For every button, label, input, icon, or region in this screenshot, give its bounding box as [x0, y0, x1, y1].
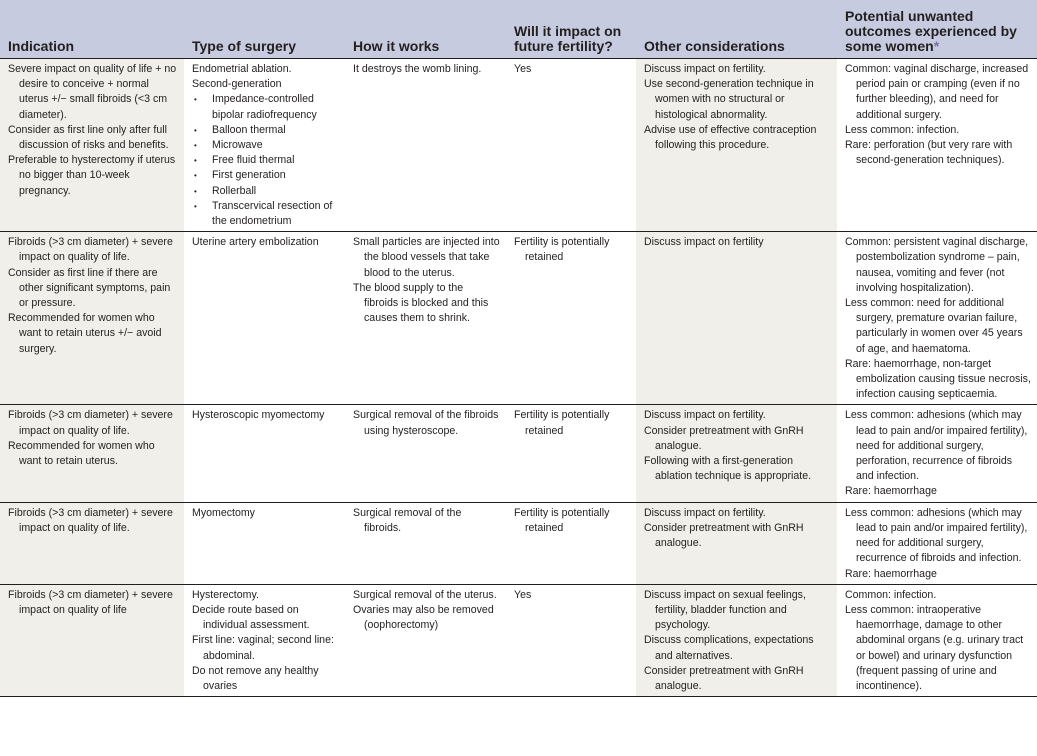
cell-paragraph: Discuss impact on sexual feelings, fertility, bladder function and psychology. [644, 588, 806, 632]
cell-paragraph: Fibroids (>3 cm diameter) + severe impact on quality of life. [8, 506, 173, 534]
indication-cell [0, 405, 184, 502]
table-row [0, 232, 1037, 405]
cell-paragraph: Fibroids (>3 cm diameter) + severe impact on quality of life [8, 588, 173, 616]
how-it-works-cell [345, 232, 506, 405]
list-item: • Microwave [192, 138, 339, 153]
surgery-type-cell [184, 405, 345, 502]
other-considerations-cell [636, 232, 837, 405]
cell-paragraph: Fibroids (>3 cm diameter) + severe impact on quality of life. [8, 236, 173, 264]
other-considerations-cell [636, 59, 837, 232]
footnote-marker: * [933, 38, 940, 54]
cell-paragraph: Severe impact on quality of life + no desire to conceive + normal uterus +/− small fibroids (<3 cm diameter). [8, 63, 177, 121]
cell-paragraph: Preferable to hysterectomy if uterus no bigger than 10-week pregnancy. [8, 154, 176, 197]
cell-paragraph: Rare: haemorrhage [845, 485, 937, 498]
cell-paragraph: Fertility is potentially retained [514, 236, 610, 264]
other-considerations-cell [636, 502, 837, 584]
cell-paragraph: Common: vaginal discharge, increased period pain or cramping (even if no further bleeding), and need for additional surgery. [845, 63, 1029, 121]
table-row [0, 405, 1037, 502]
indication-cell [0, 59, 184, 232]
cell-paragraph: Consider pretreatment with GnRH analogue. [644, 521, 804, 550]
list-item: • Balloon thermal [192, 123, 339, 138]
cell-paragraph: Less common: intraoperative haemorrhage, damage to other abdominal organs (e.g. urinary tract or bowel) and urinary dysfunction (frequent passing of urine and incontinence). [845, 603, 1024, 692]
header-fertility-impact: Will it impact on future fertility? [506, 0, 636, 59]
cell-paragraph: Rare: haemorrhage, non-target embolization causing tissue necrosis, infection causing septicaemia. [845, 357, 1031, 401]
surgery-type-cell [184, 584, 345, 696]
cell-paragraph: Rare: haemorrhage [845, 567, 937, 580]
table-row [0, 59, 1037, 232]
cell-paragraph: Consider as first line if there are other significant symptoms, pain or pressure. [8, 266, 171, 310]
cell-paragraph: Consider pretreatment with GnRH analogue. [644, 664, 804, 692]
cell-paragraph: Consider pretreatment with GnRH analogue. [644, 424, 804, 452]
fertility-cell [506, 502, 636, 584]
cell-paragraph: Less common: infection. [845, 123, 960, 136]
table-header [0, 0, 1037, 59]
cell-paragraph: Discuss impact on fertility. [644, 63, 766, 75]
header-row [0, 0, 1037, 59]
surgery-type-cell [184, 502, 345, 584]
cell-paragraph: Less common: adhesions (which may lead to pain and/or impaired fertility), need for additional surgery, perforation, recurrence of fibroids and infection. [845, 409, 1028, 483]
cell-paragraph: Decide route based on individual assessment. [192, 603, 310, 632]
unwanted-outcomes-cell [837, 59, 1037, 232]
cell-paragraph: Fertility is potentially retained [514, 506, 610, 534]
list-item: • Impedance-controlled bipolar radiofrequency [192, 92, 339, 122]
list-item: • Rollerball [192, 184, 339, 199]
surgery-technique-list [192, 92, 339, 229]
unwanted-outcomes-cell [837, 405, 1037, 502]
how-it-works-cell [345, 584, 506, 696]
unwanted-outcomes-cell [837, 502, 1037, 584]
how-it-works-cell [345, 405, 506, 502]
cell-paragraph: Discuss impact on fertility. [644, 409, 766, 422]
cell-paragraph: Common: persistent vaginal discharge, postembolization syndrome – pain, nausea, vomiting and fever (not involving hospitalization). [845, 236, 1029, 294]
cell-paragraph: Discuss impact on fertility. [644, 506, 766, 519]
cell-paragraph: Discuss impact on fertility [644, 236, 764, 249]
indication-cell [0, 232, 184, 405]
cell-paragraph: Recommended for women who want to retain uterus +/− avoid surgery. [8, 312, 162, 355]
cell-paragraph: Common: infection. [845, 588, 937, 601]
table-row [0, 584, 1037, 696]
cell-paragraph: Rare: perforation (but very rare with second-generation techniques). [845, 139, 1013, 167]
indication-cell [0, 584, 184, 696]
header-unwanted-outcomes: Potential unwanted outcomes experienced by some women* [837, 0, 1037, 59]
cell-paragraph: Surgical removal of the fibroids. [353, 506, 462, 534]
cell-paragraph: Less common: adhesions (which may lead to pain and/or impaired fertility), need for additional surgery, recurrence of fibroids and infection. [845, 506, 1028, 565]
cell-paragraph: Hysteroscopic myomectomy [192, 409, 325, 422]
cell-paragraph: Small particles are injected into the blood vessels that take blood to the uterus. [353, 236, 500, 279]
cell-paragraph: It destroys the womb lining. [353, 63, 482, 75]
table-body [0, 59, 1037, 697]
cell-paragraph: Uterine artery embolization [192, 236, 319, 249]
header-indication: Indication [0, 0, 184, 59]
fertility-cell [506, 59, 636, 232]
other-considerations-cell [636, 584, 837, 696]
fertility-cell [506, 584, 636, 696]
cell-paragraph: Surgical removal of the uterus. [353, 588, 497, 601]
surgery-type-cell [184, 59, 345, 232]
cell-paragraph: Do not remove any healthy ovaries [192, 664, 319, 692]
list-item: • Transcervical resection of the endometrium [192, 199, 339, 229]
cell-paragraph: Use second-generation technique in women with no structural or histological abnormality. [644, 78, 814, 121]
cell-paragraph: Fibroids (>3 cm diameter) + severe impact on quality of life. [8, 409, 173, 437]
fertility-cell [506, 405, 636, 502]
unwanted-outcomes-cell [837, 232, 1037, 405]
header-other-considerations: Other considerations [636, 0, 837, 59]
unwanted-outcomes-cell [837, 584, 1037, 696]
other-considerations-cell [636, 405, 837, 502]
fertility-cell [506, 232, 636, 405]
indication-cell [0, 502, 184, 584]
list-item: • Free fluid thermal [192, 153, 339, 168]
header-how-it-works: How it works [345, 0, 506, 59]
how-it-works-cell [345, 59, 506, 232]
cell-paragraph: Ovaries may also be removed (oophorectomy) [353, 603, 494, 632]
header-type-of-surgery: Type of surgery [184, 0, 345, 59]
cell-paragraph: Fertility is potentially retained [514, 409, 610, 437]
list-item: • First generation [192, 168, 339, 183]
table-row [0, 502, 1037, 584]
cell-paragraph: The blood supply to the fibroids is blocked and this causes them to shrink. [353, 281, 489, 325]
cell-paragraph: Endometrial ablation. [192, 63, 292, 75]
how-it-works-cell [345, 502, 506, 584]
surgery-type-cell [184, 232, 345, 405]
cell-paragraph: Advise use of effective contraception following this procedure. [644, 123, 817, 152]
cell-paragraph: Consider as first line only after full discussion of risks and benefits. [8, 123, 169, 152]
cell-paragraph: Yes [514, 63, 532, 75]
cell-paragraph: Discuss complications, expectations and alternatives. [644, 634, 814, 662]
cell-paragraph: Second-generation [192, 78, 282, 91]
cell-paragraph: First line: vaginal; second line: abdominal. [192, 634, 334, 662]
cell-paragraph: Hysterectomy. [192, 588, 259, 601]
cell-paragraph: Recommended for women who want to retain uterus. [8, 439, 155, 468]
cell-paragraph: Surgical removal of the fibroids using hysteroscope. [353, 409, 499, 437]
cell-paragraph: Myomectomy [192, 506, 255, 519]
cell-paragraph: Less common: need for additional surgery, premature ovarian failure, particularly in women over 45 years of age, and haematoma. [845, 297, 1023, 355]
cell-paragraph: Yes [514, 588, 532, 601]
cell-paragraph: Following with a first-generation ablation technique is appropriate. [644, 455, 812, 483]
